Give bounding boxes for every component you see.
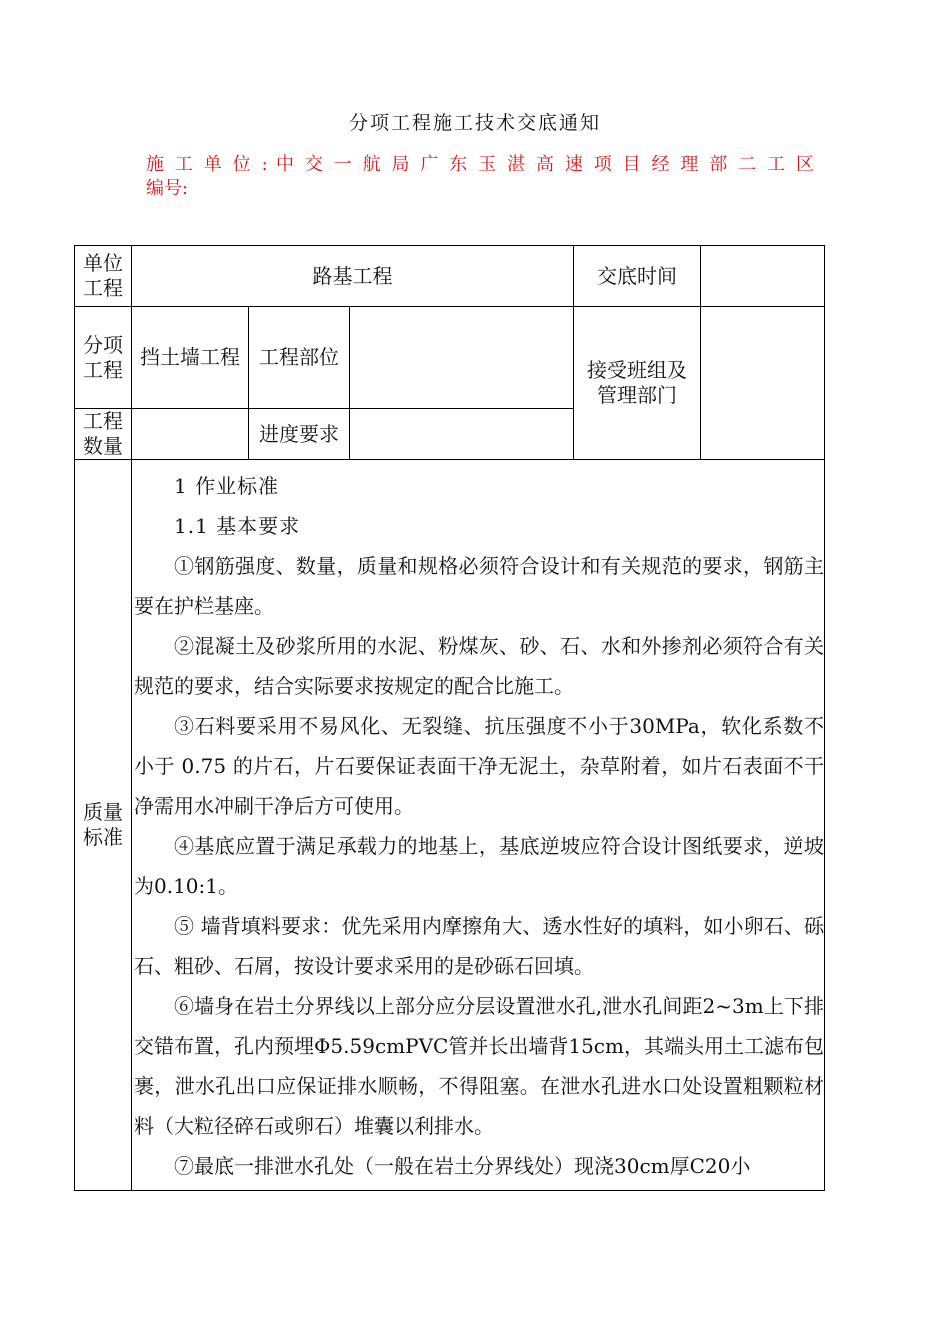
subsection-heading: 1.1 基本要求	[174, 514, 301, 538]
quantity-value	[132, 409, 249, 460]
progress-label: 进度要求	[249, 409, 350, 460]
quantity-label: 工程数量	[75, 409, 132, 460]
requirement-item-7: ⑦最底一排泄水孔处（一般在岩土分界线处）现浇30cm厚C20小	[174, 1154, 751, 1178]
requirement-item-3: ③石料要采用不易风化、无裂缝、抗压强度不小于30MPa，软化系数不小于 0.75 的片石，片石要保证表面干净无泥土，杂草附着，如片石表面不干净需用水冲刷干净后方可使用。	[134, 714, 824, 818]
requirement-item-5: ⑤ 墙背填料要求：优先采用内摩擦角大、透水性好的填料，如小卵石、砾石、粗砂、石屑，按设计要求采用的是砂砾石回填。	[134, 914, 824, 978]
sub-project-label: 分项工程	[75, 307, 132, 409]
construction-unit: 施 工 单 位 : 中 交 一 航 局 广 东 玉 湛 高 速 项 目 经 理 部 二 工 区	[146, 154, 814, 175]
number-label: 编号:	[146, 178, 189, 199]
unit-project-value: 路基工程	[132, 246, 574, 307]
requirement-item-4: ④基底应置于满足承载力的地基上，基底逆坡应符合设计图纸要求，逆坡为0.10:1。	[134, 834, 824, 898]
requirement-item-2: ②混凝土及砂浆所用的水泥、粉煤灰、砂、石、水和外掺剂必须符合有关规范的要求，结合实际要求按规定的配合比施工。	[134, 634, 824, 698]
project-location-label: 工程部位	[249, 307, 350, 409]
receiving-team-label: 接受班组及管理部门	[574, 307, 701, 460]
requirement-item-1: ①钢筋强度、数量，质量和规格必须符合设计和有关规范的要求，钢筋主要在护栏基座。	[134, 554, 824, 618]
quality-standard-content	[132, 460, 825, 1191]
quality-standard-label: 质量标准	[75, 460, 132, 1191]
sub-project-value: 挡土墙工程	[132, 307, 249, 409]
handover-time-label: 交底时间	[574, 246, 701, 307]
handover-table	[74, 245, 825, 1191]
page-title: 分项工程施工技术交底通知	[348, 112, 601, 134]
requirement-item-6: ⑥墙身在岩土分界线以上部分应分层设置泄水孔,泄水孔间距2~3m上下排交错布置，孔内预埋Φ5.59cmPVC管并长出墙背15cm，其端头用土工滤布包裹，泄水孔出口应保证排水顺畅，不得阻塞。在泄水孔进水口处设置粗颗粒材料（大粒径碎石或卵石）堆囊以利排水。	[134, 994, 824, 1138]
section-heading: 1 作业标准	[174, 474, 280, 498]
project-location-value	[350, 307, 574, 409]
handover-time-value	[701, 246, 825, 307]
progress-value	[350, 409, 574, 460]
receiving-team-value	[701, 307, 825, 460]
unit-project-label: 单位工程	[75, 246, 132, 307]
